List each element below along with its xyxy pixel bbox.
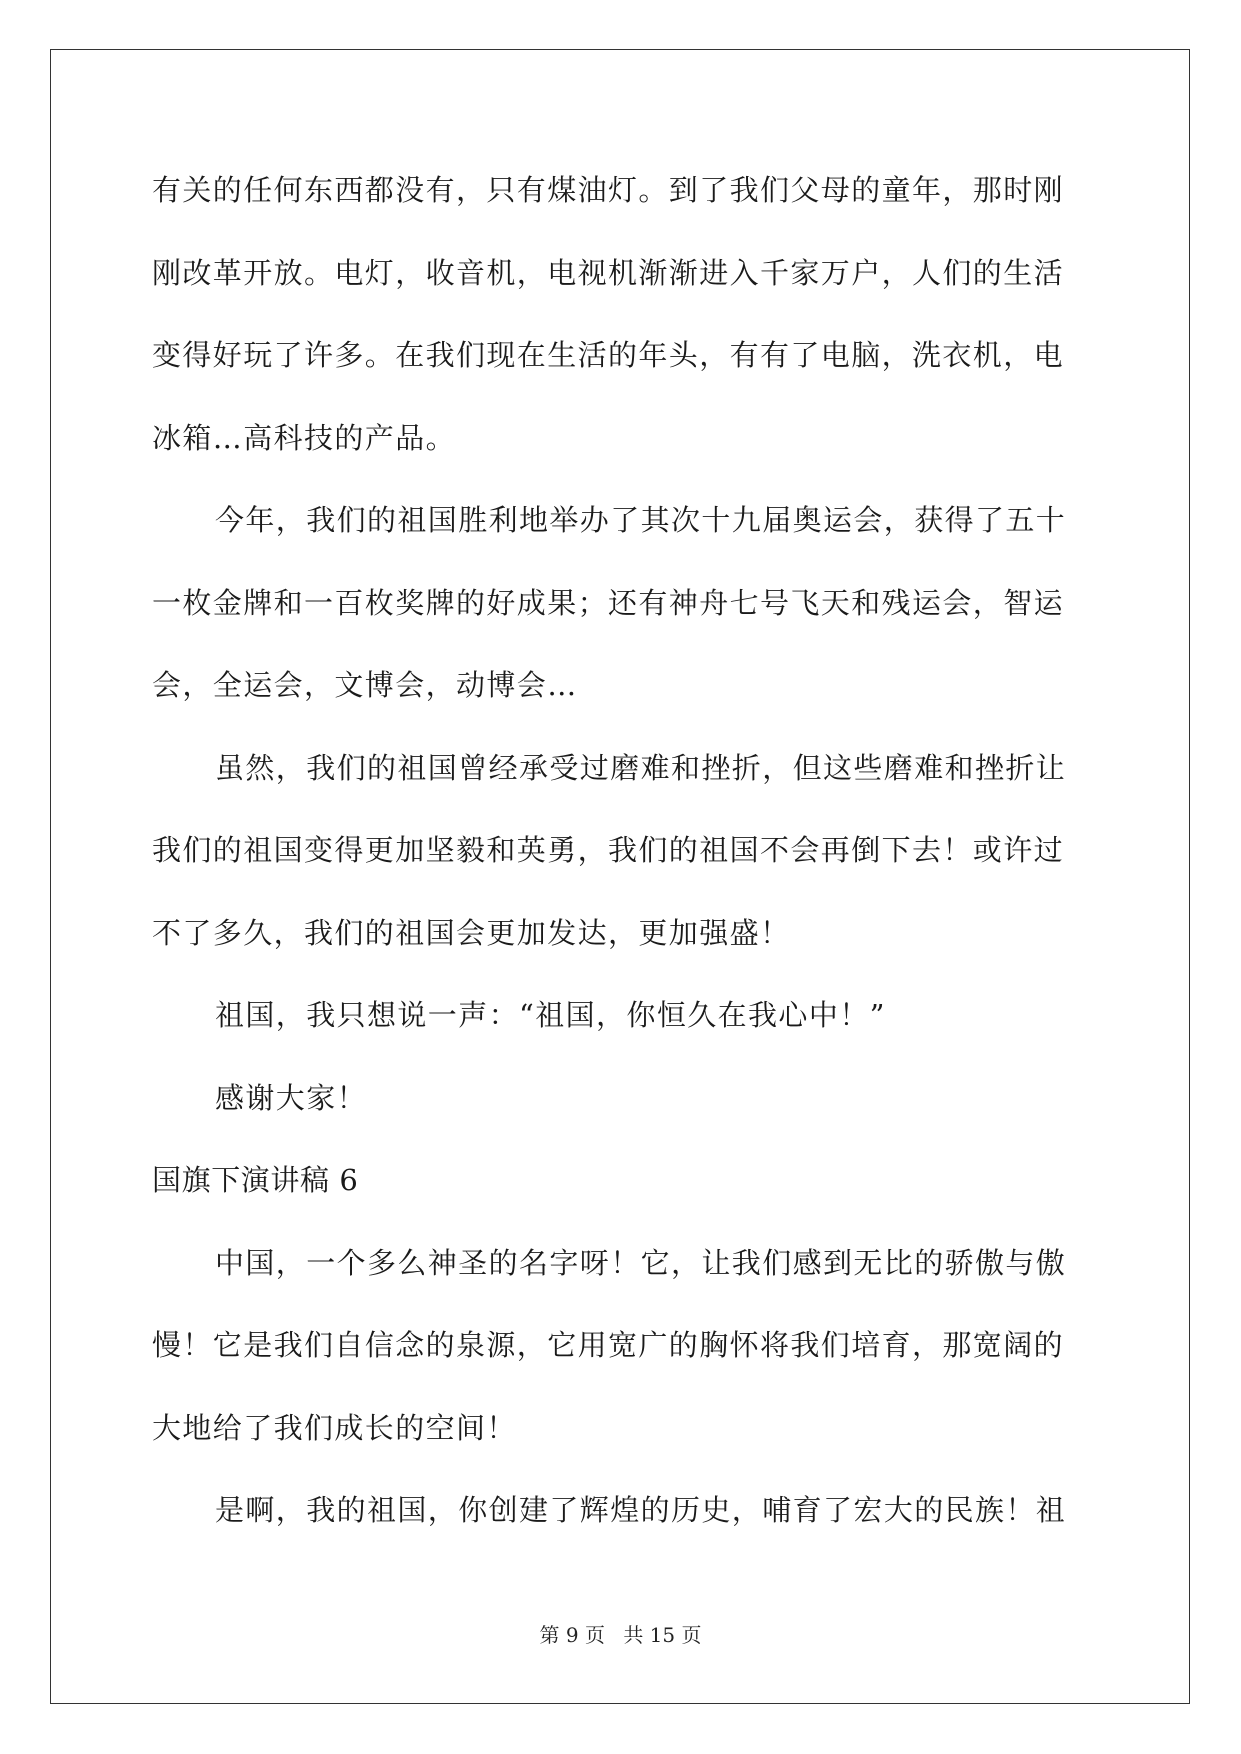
body-line: 变得好玩了许多。在我们现在生活的年头，有有了电脑，洗衣机，电 — [152, 338, 1065, 372]
section-heading: 国旗下演讲稿 6 — [152, 1163, 359, 1197]
page-total: 共 15 页 — [623, 1623, 702, 1647]
paragraph-first-line: 中国，一个多么神圣的名字呀！它，让我们感到无比的骄傲与傲 — [215, 1245, 1067, 1280]
body-line: 大地给了我们成长的空间！ — [152, 1410, 517, 1445]
paragraph-first-line: 祖国，我只想说一声：“祖国，你恒久在我心中！” — [215, 998, 886, 1032]
paragraph-first-line: 今年，我们的祖国胜利地举办了其次十九届奥运会，获得了五十 — [215, 503, 1067, 537]
paragraph-first-line: 虽然，我们的祖国曾经承受过磨难和挫折，但这些磨难和挫折让 — [215, 750, 1067, 785]
page-footer — [0, 1621, 1241, 1649]
paragraph-first-line: 是啊，我的祖国，你创建了辉煌的历史，哺育了宏大的民族！祖 — [215, 1493, 1067, 1527]
page-number: 第 9 页 — [539, 1623, 605, 1647]
body-line: 慢！它是我们自信念的泉源，它用宽广的胸怀将我们培育，那宽阔的 — [152, 1328, 1065, 1362]
body-line: 刚改革开放。电灯，收音机，电视机渐渐进入千家万户，人们的生活 — [152, 255, 1065, 290]
paragraph-first-line: 感谢大家！ — [215, 1080, 368, 1115]
body-line: 不了多久，我们的祖国会更加发达，更加强盛！ — [152, 915, 791, 950]
body-line: 冰箱…高科技的产品。 — [152, 420, 457, 455]
body-line: 我们的祖国变得更加坚毅和英勇，我们的祖国不会再倒下去！或许过 — [152, 833, 1065, 867]
body-line: 有关的任何东西都没有，只有煤油灯。到了我们父母的童年，那时刚 — [152, 173, 1065, 207]
document-body — [152, 160, 1092, 1563]
body-line: 会，全运会，文博会，动博会… — [152, 668, 578, 702]
body-line: 一枚金牌和一百枚奖牌的好成果；还有神舟七号飞天和残运会，智运 — [152, 585, 1065, 620]
